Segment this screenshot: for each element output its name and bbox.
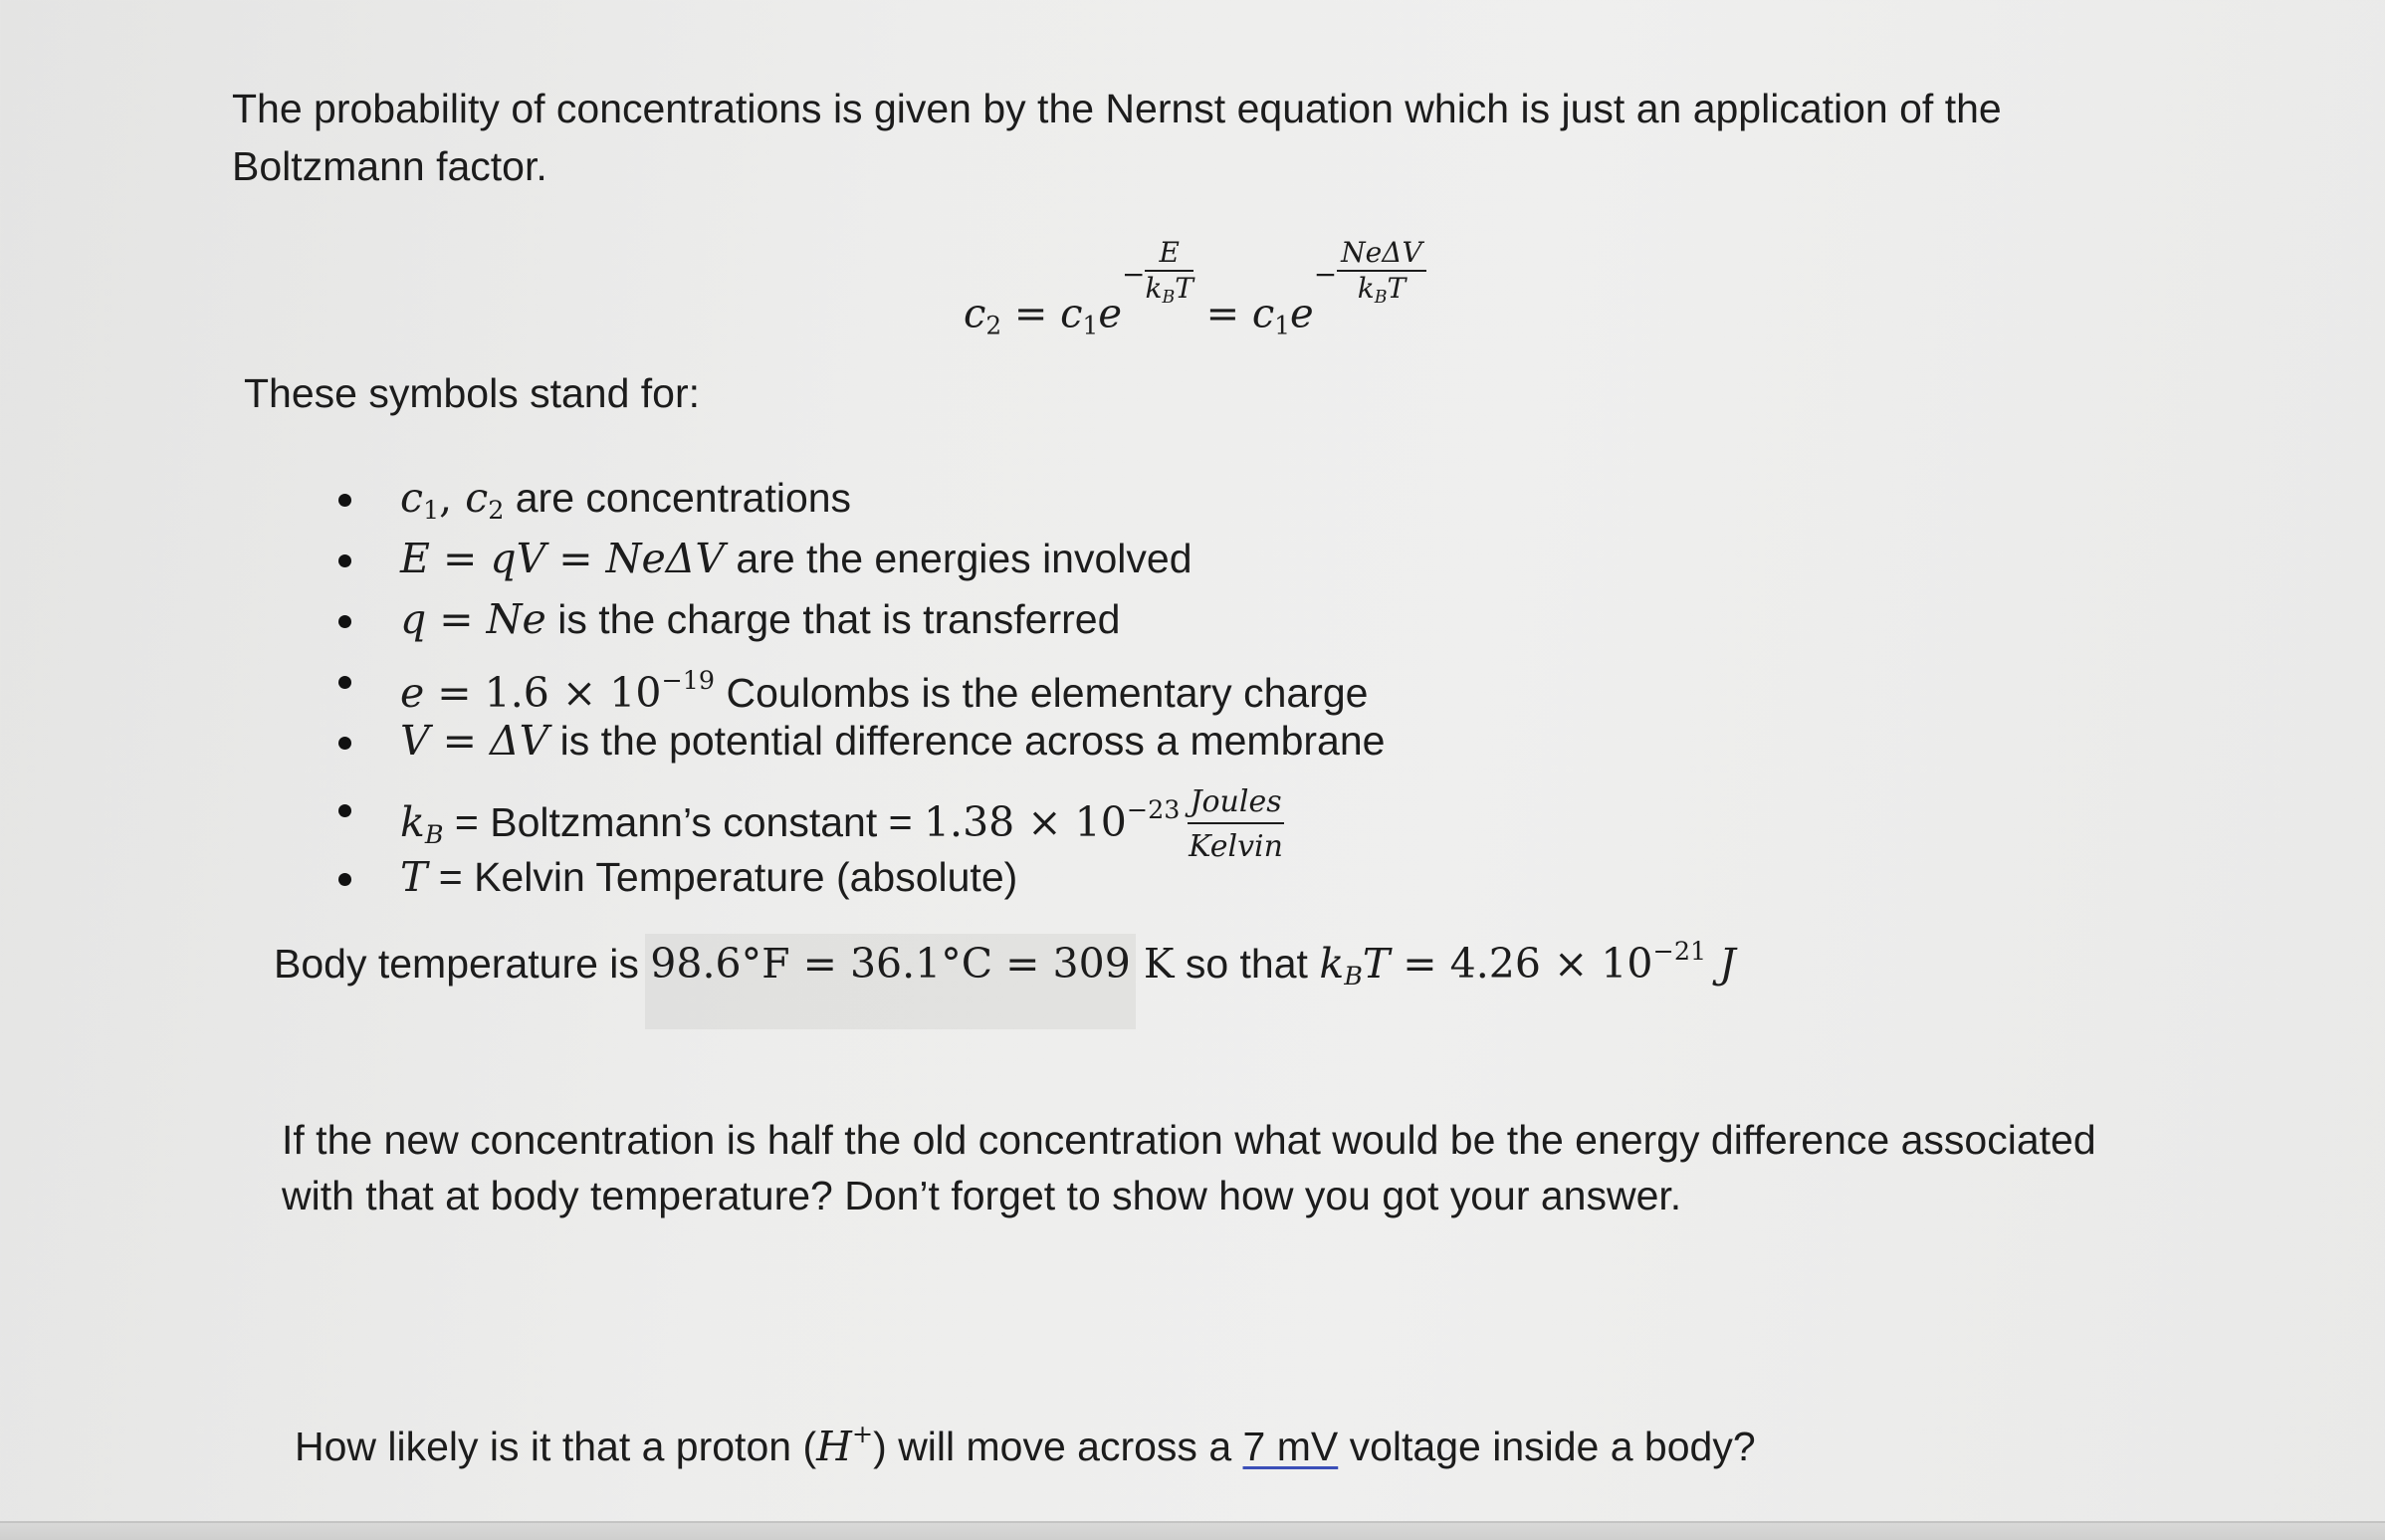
bullet-icon bbox=[338, 554, 351, 567]
list-item: $c_1$, $c_2$ are concentrations bbox=[328, 468, 1385, 529]
bullet-icon bbox=[338, 804, 351, 817]
list-item: T = Kelvin Temperature (absolute) bbox=[328, 847, 1385, 908]
question-proton-likelihood: How likely is it that a proton (H+) will move across a 7 mV voltage inside a body? bbox=[295, 1419, 1756, 1470]
body-temperature-line: Body temperature is 98.6°F = 36.1°C = 309 K so that $k_BT = 4.26 \times 10^{-21}$ J bbox=[274, 936, 1736, 990]
intro-line-2: Boltzmann factor. bbox=[232, 143, 547, 189]
list-item: E = qV = NeΔV are the energies involved bbox=[328, 529, 1385, 589]
bullet-icon bbox=[338, 737, 351, 750]
symbol-list bbox=[328, 468, 1385, 908]
exponent-fraction-1: $\frac{E}{k_BT}$ bbox=[1145, 236, 1193, 308]
nernst-equation: $c_2 = c_1e^-$ $\frac{E}{k_BT}$ = $c_1e^-$ $\frac{\text{NeΔV}}{k_BT}$ bbox=[964, 239, 1426, 339]
intro-paragraph bbox=[232, 80, 2002, 195]
intro-line-1: The probability of concentrations is given by the Nernst equation which is just an application of the bbox=[232, 86, 2002, 131]
list-item: $k_B$ = Boltzmann’s constant = $1.38 \times 10^{-23}$ $\frac{\text{Joules}}{\text{Kelvin}}$ bbox=[328, 771, 1385, 847]
list-item: $e = 1.6 \times 10^{-19}$ Coulombs is the elementary charge bbox=[328, 650, 1385, 711]
joules-per-kelvin-fraction: $\frac{\text{Joules}}{\text{Kelvin}}$ bbox=[1189, 784, 1283, 865]
bullet-icon bbox=[338, 873, 351, 886]
bullet-icon bbox=[338, 676, 351, 689]
list-item: V = ΔV is the potential difference across a membrane bbox=[328, 711, 1385, 771]
voltage-value: 7 mV bbox=[1242, 1423, 1339, 1469]
bullet-icon bbox=[338, 494, 351, 507]
bullet-icon bbox=[338, 615, 351, 628]
eq-c1: c bbox=[1060, 291, 1083, 337]
symbols-heading: These symbols stand for: bbox=[244, 370, 701, 416]
question-energy-difference: If the new concentration is half the old concentration what would be the energy difference associated with that at body temperature? Don’t forget to show how you got your answer. bbox=[282, 1117, 2096, 1218]
page-bottom-edge bbox=[0, 1521, 2385, 1540]
exponent-fraction-2: $\frac{\text{NeΔV}}{k_BT}$ bbox=[1337, 239, 1426, 307]
eq-c2: c bbox=[964, 291, 986, 337]
list-item: q = Ne is the charge that is transferred bbox=[328, 589, 1385, 650]
